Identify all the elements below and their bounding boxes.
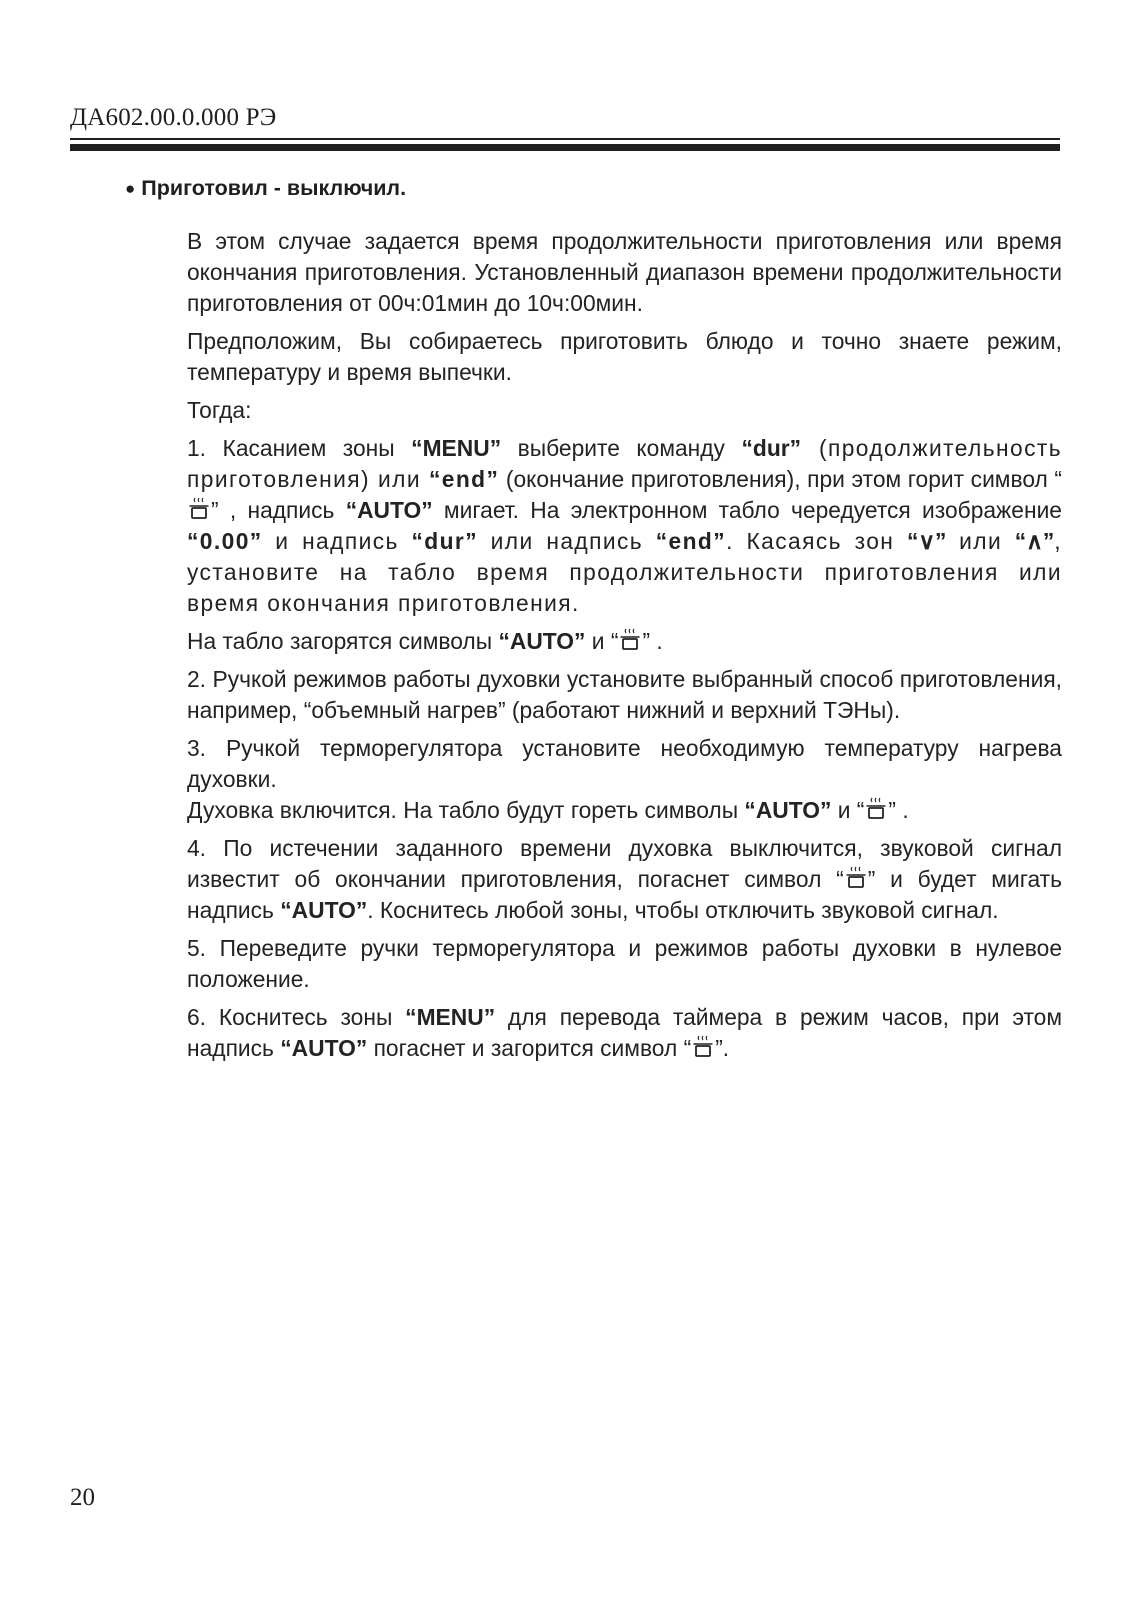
chevron-up-icon: “∧” [1014,528,1055,554]
page-number: 20 [70,1484,95,1511]
document-body [187,226,1062,1071]
step-4-paragraph: 4. По истечении заданного времени духовка выключится, звуковой сигнал известит об окончании приготовления, погаснет символ “ ” и будет мигать надпись “AUTO”. Коснитесь любой зоны, чтобы отключить звуковой сигнал. [187,835,1063,923]
document-code: ДА602.00.0.000 РЭ [70,104,277,131]
steaming-pot-icon [188,497,210,521]
step-5-paragraph: 5. Переведите ручки терморегулятора и режимов работы духовки в нулевое положение. [187,935,1062,992]
step-2-paragraph: 2. Ручкой режимов работы духовки установите выбранный способ приготовления, например, “объемный нагрев” (работают нижний и верхний ТЭНы). [187,666,1062,723]
then-paragraph: Тогда: [187,397,252,423]
header-rule-thick [70,144,1060,151]
steaming-pot-icon [692,1035,714,1059]
bullet-icon: ● [125,179,136,198]
steaming-pot-icon [619,628,641,652]
step-3-paragraph: 3. Ручкой терморегулятора установите необходимую температуру нагрева духовки. Духовка включится. На табло будут гореть символы “AUTO” и “ ” . [187,735,1062,823]
steaming-pot-icon [845,866,867,890]
section-title: Приготовил - выключил. [141,176,407,200]
step-1-result: На табло загорятся символы “AUTO” и “ ” . [187,628,663,654]
section-heading [125,176,406,201]
suppose-paragraph: Предположим, Вы собираетесь приготовить блюдо и точно знаете режим, температуру и время выпечки. [187,328,1062,385]
step-6-paragraph: 6. Коснитесь зоны “MENU” для перевода таймера в режим часов, при этом надпись “AUTO” погаснет и загорится символ “ ”. [187,1004,1062,1061]
header-rule-thin [70,138,1060,140]
chevron-down-icon: “∨” [906,528,947,554]
steaming-pot-icon [865,797,887,821]
intro-paragraph: В этом случае задается время продолжительности приготовления или время окончания приготовления. Установленный диапазон времени продолжительности приготовления от 00ч:01мин до 10ч:00мин. [187,228,1062,316]
step-1-paragraph: 1. Касанием зоны “MENU” выберите команду “dur” (продолжительность приготовления) или “end” (окончание приготовления), при этом горит символ “ ” , надпись “AUTO” мигает. На электронном табло чередуется изображение “0.00” и надпись “dur” или надпись “end”. Касаясь зон “∨” или “∧”, установите на табло время продолжительности приготовления или время окончания приготовления. [187,435,1062,616]
